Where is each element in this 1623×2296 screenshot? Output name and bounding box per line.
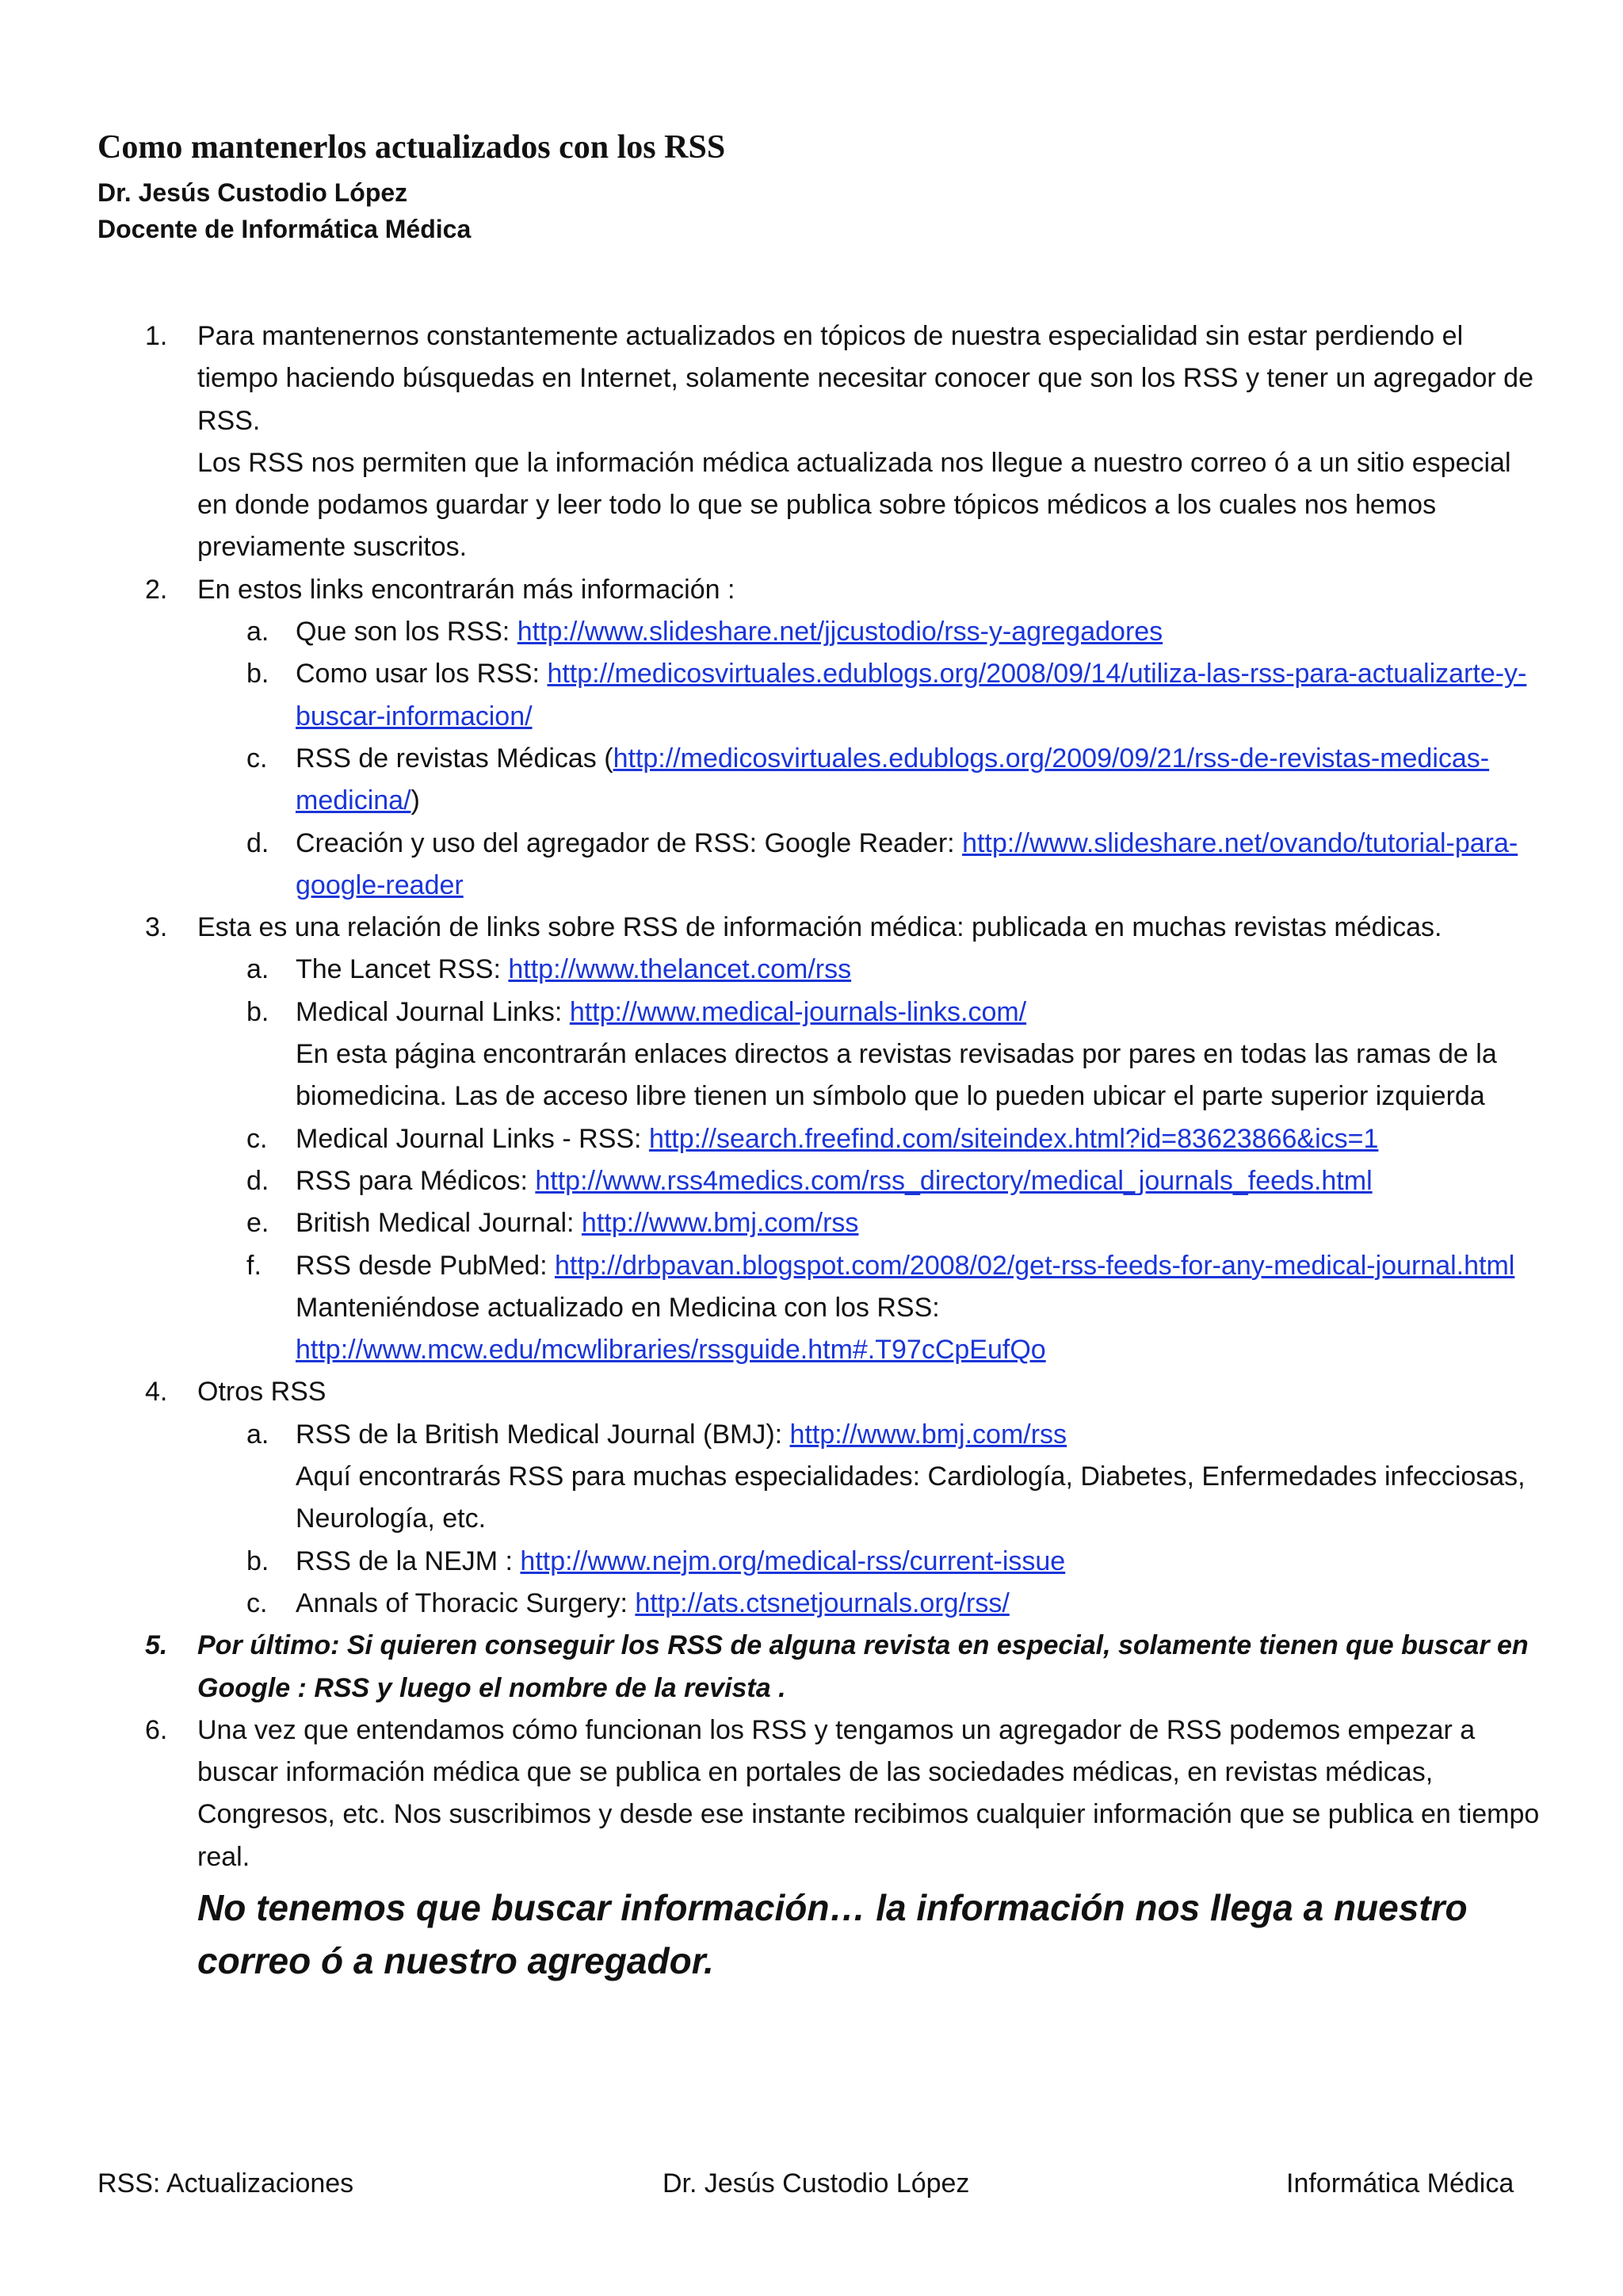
sub-letter: a.	[246, 954, 269, 985]
hyperlink[interactable]: http://www.bmj.com/rss	[789, 1419, 1067, 1450]
sub-text: Creación y uso del agregador de RSS: Google Reader:	[296, 827, 963, 858]
sub-letter: b.	[246, 659, 269, 690]
sub-item	[97, 1118, 1540, 1160]
sub-text: Como usar los RSS:	[296, 659, 548, 690]
list-item-5	[97, 1625, 1540, 1710]
sub-item	[97, 1202, 1540, 1244]
sub-letter: d.	[246, 1165, 269, 1196]
sub-letter: c.	[246, 1123, 268, 1154]
footer-center: Dr. Jesús Custodio López	[663, 2168, 970, 2199]
sub-letter: f.	[246, 1250, 262, 1281]
paragraph: Por último: Si quieren conseguir los RSS de alguna revista en especial, solamente tienen que buscar en Google : RSS y luego el nombre de la revista .	[197, 1630, 1529, 1703]
sub-note: En esta página encontrarán enlaces directos a revistas revisadas por pares en todas las ramas de la biomedicina. Las de acceso libre tienen un símbolo que lo pueden ubicar el parte superior izquierda	[296, 1039, 1497, 1112]
sub-item	[97, 949, 1540, 991]
sub-text: British Medical Journal:	[296, 1208, 582, 1239]
sub-letter: d.	[246, 827, 269, 858]
list-number: 2.	[145, 574, 168, 605]
sub-letter: b.	[246, 1545, 269, 1576]
sub-letter: b.	[246, 996, 269, 1027]
list-item-2	[97, 569, 1540, 611]
list-item-6	[97, 1710, 1540, 1878]
list-number: 4.	[145, 1377, 168, 1408]
sub-item	[97, 1414, 1540, 1541]
sub-item	[97, 1160, 1540, 1202]
sub-text: RSS de la British Medical Journal (BMJ):	[296, 1419, 790, 1450]
hyperlink[interactable]: http://medicosvirtuales.edublogs.org/2008/09/14/utiliza-las-rss-para-actualizarte-y-buscar-informacion/	[296, 659, 1527, 732]
hyperlink[interactable]: http://www.nejm.org/medical-rss/current-issue	[520, 1545, 1066, 1576]
sub-text: Medical Journal Links:	[296, 996, 570, 1027]
hyperlink[interactable]: http://drbpavan.blogspot.com/2008/02/get-rss-feeds-for-any-medical-journal.html	[554, 1250, 1515, 1281]
list-item-1	[97, 315, 1540, 569]
sub-text: RSS de la NEJM :	[296, 1545, 521, 1576]
sub-text: RSS para Médicos:	[296, 1165, 536, 1196]
list-number: 5.	[145, 1630, 168, 1661]
sub-text: The Lancet RSS:	[296, 954, 509, 985]
sub-item	[97, 991, 1540, 1118]
sub-item	[97, 1583, 1540, 1625]
hyperlink[interactable]: http://www.slideshare.net/ovando/tutorial-para-google-reader	[296, 827, 1518, 900]
footer-left: RSS: Actualizaciones	[97, 2168, 354, 2199]
sub-text: RSS de revistas Médicas (	[296, 743, 613, 774]
paragraph: Una vez que entendamos cómo funcionan los RSS y tengamos un agregador de RSS podemos empezar a buscar información médica que se publica en portales de las sociedades médicas, en revistas médicas, Congresos, etc. Nos suscribimos y desde ese instante recibimos cualquier información que se publica en tiempo real.	[197, 1714, 1540, 1872]
sub-item	[97, 653, 1540, 738]
sub-letter: e.	[246, 1208, 269, 1239]
paragraph: Los RSS nos permiten que la información médica actualizada nos llegue a nuestro correo ó a un sitio especial en donde podamos guardar y leer todo lo que se publica sobre tópicos médicos a los cuales nos hemos previamente suscritos.	[197, 447, 1511, 563]
sub-text: Que son los RSS:	[296, 617, 517, 648]
paragraph: Esta es una relación de links sobre RSS de información médica: publicada en muchas revistas médicas.	[197, 912, 1442, 943]
hyperlink[interactable]: http://www.medical-journals-links.com/	[569, 996, 1027, 1027]
author-role: Docente de Informática Médica	[97, 215, 472, 243]
closing-statement: No tenemos que buscar información… la información nos llega a nuestro correo ó a nuestro agregador.	[197, 1886, 1468, 1981]
sub-item	[97, 823, 1540, 907]
document-title: Como mantenerlos actualizados con los RSS	[97, 129, 726, 166]
sub-letter: a.	[246, 1419, 269, 1450]
document-body	[97, 315, 1540, 1988]
sub-note: Aquí encontrarás RSS para muchas especialidades: Cardiología, Diabetes, Enfermedades infecciosas, Neurología, etc.	[296, 1461, 1526, 1534]
list-number: 3.	[145, 912, 168, 943]
list-item-4	[97, 1371, 1540, 1413]
hyperlink[interactable]: http://www.slideshare.net/jjcustodio/rss-y-agregadores	[517, 617, 1163, 648]
list-number: 1.	[145, 321, 168, 351]
author-name: Dr. Jesús Custodio López	[97, 178, 408, 207]
list-item-3	[97, 907, 1540, 949]
hyperlink[interactable]: http://medicosvirtuales.edublogs.org/2009/09/21/rss-de-revistas-medicas-medicina/	[296, 743, 1490, 816]
sub-text: )	[411, 785, 420, 816]
hyperlink[interactable]: http://www.bmj.com/rss	[581, 1208, 859, 1239]
sub-item	[97, 611, 1540, 653]
sub-letter: c.	[246, 1587, 268, 1618]
sub-text: Medical Journal Links - RSS:	[296, 1123, 649, 1154]
paragraph: Otros RSS	[197, 1377, 327, 1408]
sub-item	[97, 1245, 1540, 1372]
footer-right: Informática Médica	[1286, 2168, 1514, 2199]
sub-text: RSS desde PubMed:	[296, 1250, 555, 1281]
hyperlink[interactable]: http://search.freefind.com/siteindex.html?id=83623866&ics=1	[648, 1123, 1379, 1154]
paragraph: En estos links encontrarán más información :	[197, 574, 735, 605]
sub-item	[97, 738, 1540, 823]
sub-text: Annals of Thoracic Surgery:	[296, 1587, 636, 1618]
list-number: 6.	[145, 1714, 168, 1745]
paragraph: Para mantenernos constantemente actualizados en tópicos de nuestra especialidad sin estar perdiendo el tiempo haciendo búsquedas en Internet, solamente necesitar conocer que son los RSS y tener un agregador de RSS.	[197, 321, 1533, 436]
sub-note: Manteniéndose actualizado en Medicina con los RSS:	[296, 1292, 940, 1323]
sub-letter: c.	[246, 743, 268, 774]
sub-letter: a.	[246, 617, 269, 648]
hyperlink[interactable]: http://www.rss4medics.com/rss_directory/medical_journals_feeds.html	[535, 1165, 1373, 1196]
hyperlink[interactable]: http://www.thelancet.com/rss	[508, 954, 852, 985]
hyperlink[interactable]: http://ats.ctsnetjournals.org/rss/	[635, 1587, 1010, 1618]
sub-item	[97, 1541, 1540, 1583]
hyperlink[interactable]: http://www.mcw.edu/mcwlibraries/rssguide.htm#.T97cCpEufQo	[296, 1335, 1046, 1366]
